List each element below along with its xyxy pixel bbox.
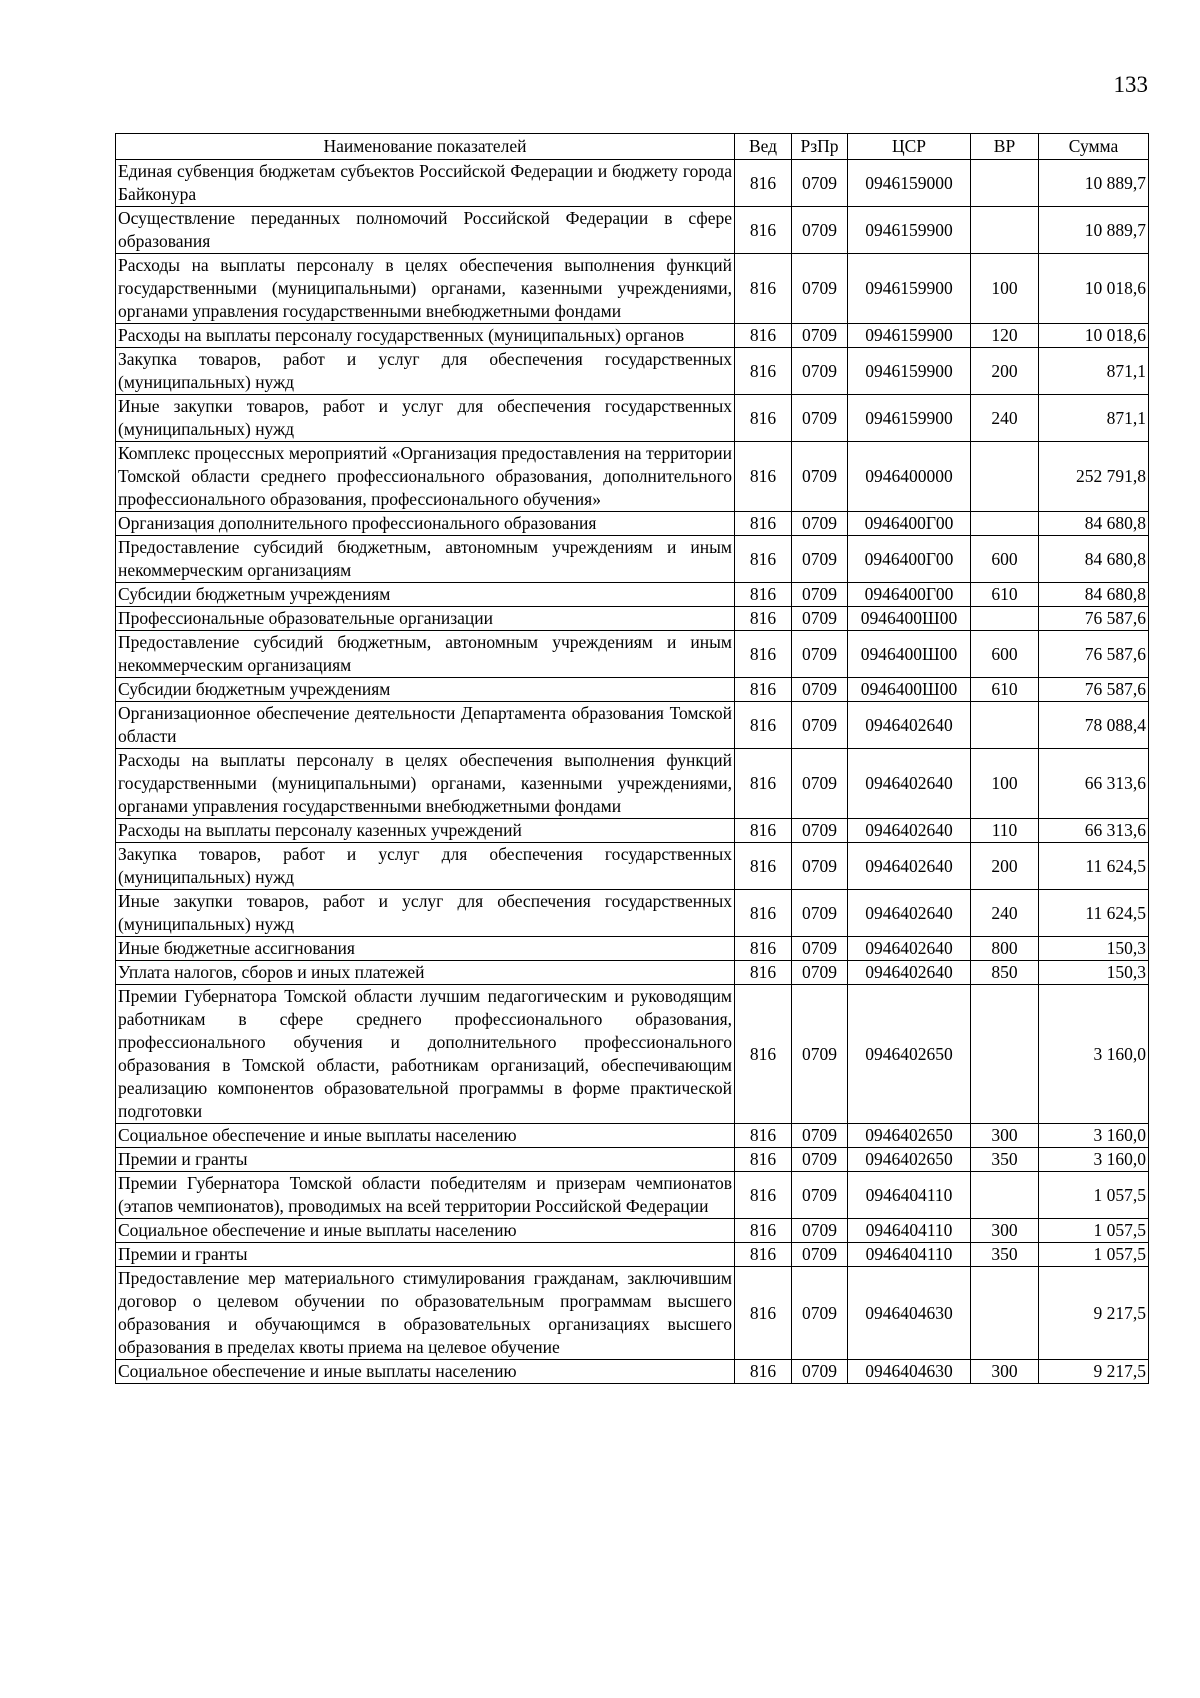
- row-rzpr: 0709: [792, 254, 848, 324]
- row-ved: 816: [735, 160, 792, 207]
- row-csr: 0946159900: [848, 207, 971, 254]
- row-csr: 0946404630: [848, 1360, 971, 1384]
- row-sum: 78 088,4: [1039, 702, 1149, 749]
- row-csr: 0946404110: [848, 1172, 971, 1219]
- row-sum: 66 313,6: [1039, 749, 1149, 819]
- row-ved: 816: [735, 631, 792, 678]
- row-name: Закупка товаров, работ и услуг для обеспечения государственных (муниципальных) нужд: [116, 348, 735, 395]
- header-csr: ЦСР: [848, 134, 971, 160]
- table-row: [116, 395, 1149, 442]
- row-name: Премии Губернатора Томской области победителям и призерам чемпионатов (этапов чемпионатов), проводимых на всей территории Российской Федерации: [116, 1172, 735, 1219]
- row-name: Осуществление переданных полномочий Российской Федерации в сфере образования: [116, 207, 735, 254]
- row-name: Организация дополнительного профессионального образования: [116, 512, 735, 536]
- row-ved: 816: [735, 702, 792, 749]
- table-row: [116, 961, 1149, 985]
- row-rzpr: 0709: [792, 442, 848, 512]
- row-csr: 0946402640: [848, 702, 971, 749]
- row-name: Предоставление мер материального стимулирования гражданам, заключившим договор о целевом обучении по образовательным программам высшего образования и обучающимся в образовательных организациях высшего образования в пределах квоты приема на целевое обучение: [116, 1267, 735, 1360]
- row-name: Расходы на выплаты персоналу в целях обеспечения выполнения функций государственными (муниципальными) органами, казенными учреждениями, органами управления государственными внебюджетными фондами: [116, 254, 735, 324]
- row-sum: 1 057,5: [1039, 1172, 1149, 1219]
- row-sum: 871,1: [1039, 348, 1149, 395]
- row-vr: 240: [971, 395, 1039, 442]
- row-ved: 816: [735, 678, 792, 702]
- row-ved: 816: [735, 583, 792, 607]
- row-ved: 816: [735, 1267, 792, 1360]
- table-row: [116, 890, 1149, 937]
- row-rzpr: 0709: [792, 678, 848, 702]
- header-name: Наименование показателей: [116, 134, 735, 160]
- table-body: [116, 160, 1149, 1384]
- row-vr: 240: [971, 890, 1039, 937]
- row-name: Премии и гранты: [116, 1148, 735, 1172]
- row-name: Расходы на выплаты персоналу государственных (муниципальных) органов: [116, 324, 735, 348]
- row-name: Предоставление субсидий бюджетным, автономным учреждениям и иным некоммерческим организациям: [116, 631, 735, 678]
- row-csr: 0946400Ш00: [848, 607, 971, 631]
- table-row: [116, 348, 1149, 395]
- row-ved: 816: [735, 819, 792, 843]
- row-vr: 600: [971, 536, 1039, 583]
- row-sum: 871,1: [1039, 395, 1149, 442]
- row-vr: 610: [971, 678, 1039, 702]
- row-csr: 0946402640: [848, 937, 971, 961]
- row-csr: 0946400Г00: [848, 512, 971, 536]
- row-vr: 100: [971, 254, 1039, 324]
- row-rzpr: 0709: [792, 583, 848, 607]
- table-row: [116, 1172, 1149, 1219]
- row-name: Социальное обеспечение и иные выплаты населению: [116, 1219, 735, 1243]
- row-csr: 0946400Г00: [848, 536, 971, 583]
- row-vr: [971, 1172, 1039, 1219]
- table-row: [116, 1267, 1149, 1360]
- row-ved: 816: [735, 207, 792, 254]
- row-vr: [971, 702, 1039, 749]
- row-rzpr: 0709: [792, 749, 848, 819]
- table-row: [116, 1360, 1149, 1384]
- row-ved: 816: [735, 1172, 792, 1219]
- table-row: [116, 536, 1149, 583]
- row-vr: 300: [971, 1360, 1039, 1384]
- header-ved: Вед: [735, 134, 792, 160]
- table-row: [116, 1243, 1149, 1267]
- row-vr: 200: [971, 348, 1039, 395]
- row-name: Расходы на выплаты персоналу казенных учреждений: [116, 819, 735, 843]
- row-rzpr: 0709: [792, 160, 848, 207]
- row-vr: [971, 160, 1039, 207]
- row-rzpr: 0709: [792, 937, 848, 961]
- row-rzpr: 0709: [792, 1267, 848, 1360]
- row-ved: 816: [735, 890, 792, 937]
- row-csr: 0946159000: [848, 160, 971, 207]
- header-sum: Сумма: [1039, 134, 1149, 160]
- row-ved: 816: [735, 1219, 792, 1243]
- row-vr: 850: [971, 961, 1039, 985]
- row-rzpr: 0709: [792, 843, 848, 890]
- row-sum: 84 680,8: [1039, 536, 1149, 583]
- table-row: [116, 749, 1149, 819]
- table-row: [116, 843, 1149, 890]
- row-sum: 76 587,6: [1039, 607, 1149, 631]
- row-sum: 11 624,5: [1039, 843, 1149, 890]
- row-sum: 252 791,8: [1039, 442, 1149, 512]
- row-name: Профессиональные образовательные организации: [116, 607, 735, 631]
- row-sum: 76 587,6: [1039, 631, 1149, 678]
- row-ved: 816: [735, 937, 792, 961]
- row-ved: 816: [735, 1124, 792, 1148]
- row-csr: 0946159900: [848, 324, 971, 348]
- row-ved: 816: [735, 749, 792, 819]
- row-rzpr: 0709: [792, 985, 848, 1124]
- row-vr: 350: [971, 1148, 1039, 1172]
- budget-table: [115, 133, 1149, 1384]
- row-name: Иные бюджетные ассигнования: [116, 937, 735, 961]
- table-row: [116, 254, 1149, 324]
- table-row: [116, 607, 1149, 631]
- row-vr: [971, 985, 1039, 1124]
- row-ved: 816: [735, 961, 792, 985]
- row-sum: 150,3: [1039, 961, 1149, 985]
- row-rzpr: 0709: [792, 1360, 848, 1384]
- row-vr: 600: [971, 631, 1039, 678]
- row-csr: 0946400000: [848, 442, 971, 512]
- row-vr: 120: [971, 324, 1039, 348]
- row-vr: 100: [971, 749, 1039, 819]
- row-vr: 110: [971, 819, 1039, 843]
- table-row: [116, 207, 1149, 254]
- row-ved: 816: [735, 348, 792, 395]
- row-csr: 0946404110: [848, 1243, 971, 1267]
- header-row: [116, 134, 1149, 160]
- table-row: [116, 702, 1149, 749]
- table-row: [116, 937, 1149, 961]
- row-rzpr: 0709: [792, 819, 848, 843]
- row-csr: 0946402650: [848, 985, 971, 1124]
- row-csr: 0946402650: [848, 1148, 971, 1172]
- row-name: Иные закупки товаров, работ и услуг для обеспечения государственных (муниципальных) нужд: [116, 395, 735, 442]
- row-sum: 3 160,0: [1039, 1148, 1149, 1172]
- table-row: [116, 160, 1149, 207]
- table-row: [116, 819, 1149, 843]
- row-csr: 0946402640: [848, 890, 971, 937]
- row-ved: 816: [735, 1243, 792, 1267]
- table-row: [116, 631, 1149, 678]
- row-ved: 816: [735, 985, 792, 1124]
- row-sum: 9 217,5: [1039, 1360, 1149, 1384]
- row-name: Уплата налогов, сборов и иных платежей: [116, 961, 735, 985]
- row-rzpr: 0709: [792, 512, 848, 536]
- row-rzpr: 0709: [792, 1243, 848, 1267]
- row-sum: 3 160,0: [1039, 1124, 1149, 1148]
- row-sum: 1 057,5: [1039, 1219, 1149, 1243]
- row-sum: 11 624,5: [1039, 890, 1149, 937]
- row-csr: 0946159900: [848, 254, 971, 324]
- row-csr: 0946402650: [848, 1124, 971, 1148]
- row-name: Социальное обеспечение и иные выплаты населению: [116, 1360, 735, 1384]
- row-vr: [971, 207, 1039, 254]
- row-vr: [971, 1267, 1039, 1360]
- row-ved: 816: [735, 536, 792, 583]
- row-vr: [971, 512, 1039, 536]
- table-row: [116, 1124, 1149, 1148]
- table-row: [116, 442, 1149, 512]
- row-csr: 0946404110: [848, 1219, 971, 1243]
- row-sum: 3 160,0: [1039, 985, 1149, 1124]
- row-ved: 816: [735, 1148, 792, 1172]
- row-sum: 9 217,5: [1039, 1267, 1149, 1360]
- row-vr: 300: [971, 1219, 1039, 1243]
- table-row: [116, 678, 1149, 702]
- row-csr: 0946402640: [848, 819, 971, 843]
- row-csr: 0946404630: [848, 1267, 971, 1360]
- row-vr: [971, 442, 1039, 512]
- row-rzpr: 0709: [792, 961, 848, 985]
- row-name: Иные закупки товаров, работ и услуг для обеспечения государственных (муниципальных) нужд: [116, 890, 735, 937]
- row-rzpr: 0709: [792, 1124, 848, 1148]
- row-name: Организационное обеспечение деятельности Департамента образования Томской области: [116, 702, 735, 749]
- row-sum: 150,3: [1039, 937, 1149, 961]
- row-sum: 84 680,8: [1039, 512, 1149, 536]
- row-sum: 10 889,7: [1039, 207, 1149, 254]
- row-ved: 816: [735, 395, 792, 442]
- row-vr: 800: [971, 937, 1039, 961]
- row-name: Комплекс процессных мероприятий «Организация предоставления на территории Томской области среднего профессионального образования, дополнительного профессионального образования, профессионального обучения»: [116, 442, 735, 512]
- row-name: Субсидии бюджетным учреждениям: [116, 678, 735, 702]
- row-name: Социальное обеспечение и иные выплаты населению: [116, 1124, 735, 1148]
- row-rzpr: 0709: [792, 1219, 848, 1243]
- row-vr: [971, 607, 1039, 631]
- row-rzpr: 0709: [792, 395, 848, 442]
- row-csr: 0946400Ш00: [848, 631, 971, 678]
- table-row: [116, 985, 1149, 1124]
- row-ved: 816: [735, 607, 792, 631]
- row-name: Премии и гранты: [116, 1243, 735, 1267]
- row-rzpr: 0709: [792, 1148, 848, 1172]
- row-sum: 66 313,6: [1039, 819, 1149, 843]
- row-ved: 816: [735, 442, 792, 512]
- row-name: Расходы на выплаты персоналу в целях обеспечения выполнения функций государственными (муниципальными) органами, казенными учреждениями, органами управления государственными внебюджетными фондами: [116, 749, 735, 819]
- row-ved: 816: [735, 512, 792, 536]
- row-csr: 0946402640: [848, 749, 971, 819]
- row-rzpr: 0709: [792, 607, 848, 631]
- row-ved: 816: [735, 1360, 792, 1384]
- row-rzpr: 0709: [792, 348, 848, 395]
- table-header: [116, 134, 1149, 160]
- header-rzpr: РзПр: [792, 134, 848, 160]
- row-name: Закупка товаров, работ и услуг для обеспечения государственных (муниципальных) нужд: [116, 843, 735, 890]
- row-rzpr: 0709: [792, 890, 848, 937]
- row-csr: 0946159900: [848, 395, 971, 442]
- row-ved: 816: [735, 254, 792, 324]
- row-csr: 0946402640: [848, 961, 971, 985]
- row-csr: 0946400Ш00: [848, 678, 971, 702]
- header-vr: ВР: [971, 134, 1039, 160]
- row-sum: 76 587,6: [1039, 678, 1149, 702]
- row-rzpr: 0709: [792, 631, 848, 678]
- table-row: [116, 1148, 1149, 1172]
- row-name: Премии Губернатора Томской области лучшим педагогическим и руководящим работникам в сфере среднего профессионального образования, профессионального обучения и дополнительного профессионального образования в Томской области, работникам организаций, обеспечивающим реализацию компонентов образовательной программы в форме практической подготовки: [116, 985, 735, 1124]
- table-row: [116, 1219, 1149, 1243]
- row-name: Предоставление субсидий бюджетным, автономным учреждениям и иным некоммерческим организациям: [116, 536, 735, 583]
- row-name: Субсидии бюджетным учреждениям: [116, 583, 735, 607]
- row-vr: 610: [971, 583, 1039, 607]
- page-number: 133: [1113, 72, 1148, 97]
- row-vr: 350: [971, 1243, 1039, 1267]
- row-rzpr: 0709: [792, 207, 848, 254]
- row-csr: 0946402640: [848, 843, 971, 890]
- row-ved: 816: [735, 324, 792, 348]
- row-vr: 300: [971, 1124, 1039, 1148]
- row-sum: 10 018,6: [1039, 324, 1149, 348]
- row-csr: 0946400Г00: [848, 583, 971, 607]
- table-row: [116, 512, 1149, 536]
- row-csr: 0946159900: [848, 348, 971, 395]
- row-name: Единая субвенция бюджетам субъектов Российской Федерации и бюджету города Байконура: [116, 160, 735, 207]
- row-rzpr: 0709: [792, 536, 848, 583]
- row-ved: 816: [735, 843, 792, 890]
- table-row: [116, 583, 1149, 607]
- row-sum: 1 057,5: [1039, 1243, 1149, 1267]
- row-rzpr: 0709: [792, 324, 848, 348]
- row-sum: 10 889,7: [1039, 160, 1149, 207]
- row-sum: 10 018,6: [1039, 254, 1149, 324]
- row-rzpr: 0709: [792, 1172, 848, 1219]
- row-vr: 200: [971, 843, 1039, 890]
- row-rzpr: 0709: [792, 702, 848, 749]
- row-sum: 84 680,8: [1039, 583, 1149, 607]
- table-row: [116, 324, 1149, 348]
